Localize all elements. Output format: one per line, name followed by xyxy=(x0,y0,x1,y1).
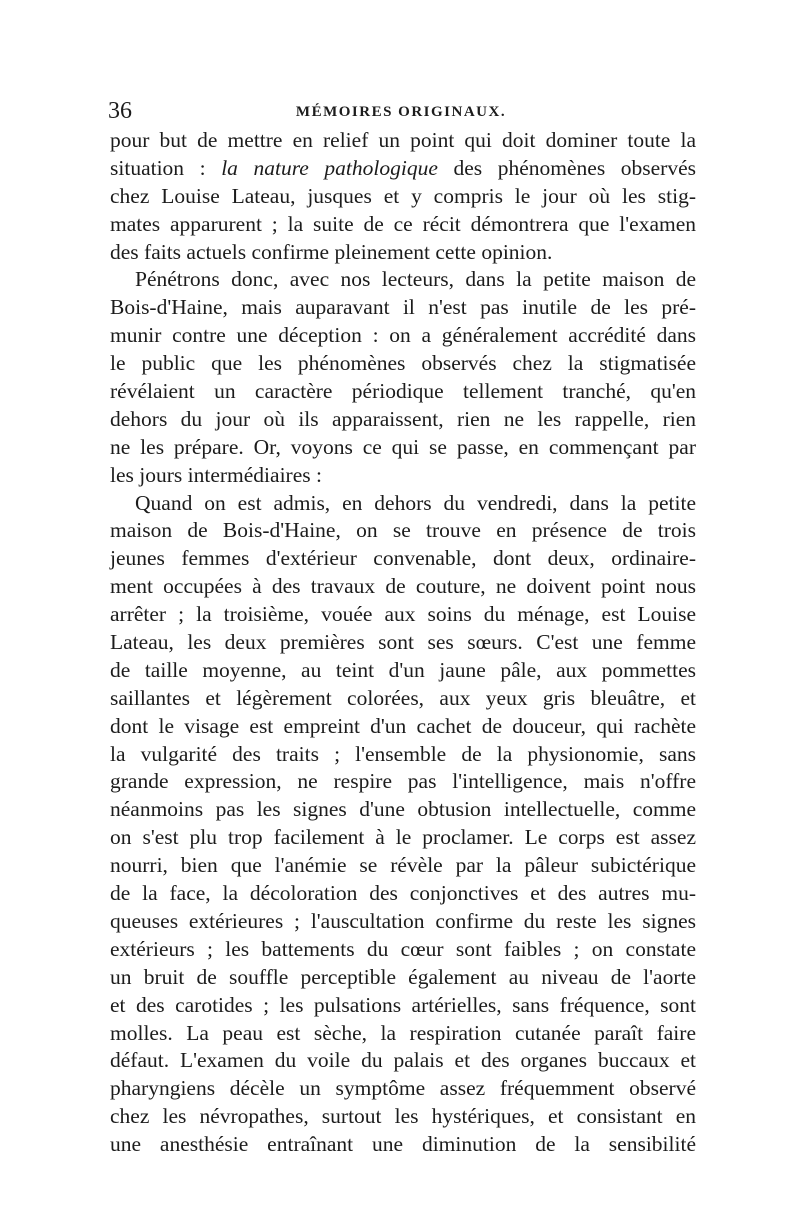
text-fragment: des phénomènes observés xyxy=(437,155,696,180)
text-line: extérieurs ; les battements du cœur sont faibles ; on constate xyxy=(110,936,696,961)
text-line: chez Louise Lateau, jusques et y compris le jour où les stig- xyxy=(110,183,696,208)
text-line: saillantes et légèrement colorées, aux yeux gris bleuâtre, et xyxy=(110,685,696,710)
text-line: Bois-d'Haine, mais auparavant il n'est pas inutile de les pré- xyxy=(110,295,696,320)
running-title: MÉMOIRES ORIGINAUX. xyxy=(295,104,507,120)
text-fragment: situation : xyxy=(110,155,222,180)
text-line: révélaient un caractère périodique tellement tranché, qu'en xyxy=(110,379,696,404)
text-line: pharyngiens décèle un symptôme assez fréquemment observé xyxy=(110,1076,696,1101)
text-line: un bruit de souffle perceptible également au niveau de l'aorte xyxy=(110,964,696,989)
text-line: arrêter ; la troisième, vouée aux soins du ménage, est Louise xyxy=(110,602,696,627)
text-line: une anesthésie entraînant une diminution de la sensibilité xyxy=(110,1132,696,1157)
text-line: mates apparurent ; la suite de ce récit démontrera que l'examen xyxy=(110,211,696,236)
text-line: nourri, bien que l'anémie se révèle par la pâleur subictérique xyxy=(110,853,696,878)
page-header xyxy=(108,96,694,126)
text-line: maison de Bois-d'Haine, on se trouve en présence de trois xyxy=(110,518,696,543)
text-line: défaut. L'examen du voile du palais et des organes buccaux et xyxy=(110,1048,696,1073)
text-line: queuses extérieures ; l'auscultation confirme du reste les signes xyxy=(110,908,696,933)
text-line xyxy=(110,155,696,183)
paragraph-end-line: des faits actuels confirme pleinement cette opinion. xyxy=(110,239,553,264)
text-line: jeunes femmes d'extérieur convenable, dont deux, ordinaire- xyxy=(110,546,696,571)
text-line: dont le visage est empreint d'un cachet de douceur, qui rachète xyxy=(110,713,696,738)
paragraph-first-line: Pénétrons donc, avec nos lecteurs, dans la petite maison de xyxy=(135,267,696,292)
text-line: ment occupées à des travaux de couture, ne doivent point nous xyxy=(110,574,696,599)
text-line: Lateau, les deux premières sont ses sœurs. C'est une femme xyxy=(110,630,696,655)
paragraph-first-line: Quand on est admis, en dehors du vendredi, dans la petite xyxy=(135,490,696,515)
text-line: molles. La peau est sèche, la respiration cutanée paraît faire xyxy=(110,1020,696,1045)
text-line: le public que les phénomènes observés chez la stigmatisée xyxy=(110,351,696,376)
text-line: pour but de mettre en relief un point qui doit dominer toute la xyxy=(110,128,696,152)
italic-phrase: la nature pathologique xyxy=(221,155,438,180)
body-text xyxy=(110,127,696,1159)
page-number: 36 xyxy=(108,98,132,124)
text-line: de taille moyenne, au teint d'un jaune pâle, aux pommettes xyxy=(110,657,696,682)
text-line: de la face, la décoloration des conjonctives et des autres mu- xyxy=(110,881,696,906)
text-line: et des carotides ; les pulsations artérielles, sans fréquence, sont xyxy=(110,992,696,1017)
text-line: ne les prépare. Or, voyons ce qui se passe, en commençant par xyxy=(110,434,696,459)
text-line: néanmoins pas les signes d'une obtusion intellectuelle, comme xyxy=(110,797,696,822)
text-line: chez les névropathes, surtout les hystériques, et consistant en xyxy=(110,1104,696,1129)
text-line: munir contre une déception : on a généralement accrédité dans xyxy=(110,323,696,348)
text-line: on s'est plu trop facilement à le proclamer. Le corps est assez xyxy=(110,825,696,850)
paragraph-end-line: les jours intermédiaires : xyxy=(110,462,322,487)
text-line: dehors du jour où ils apparaissent, rien ne les rappelle, rien xyxy=(110,406,696,431)
text-line: la vulgarité des traits ; l'ensemble de la physionomie, sans xyxy=(110,741,696,766)
text-line: grande expression, ne respire pas l'intelligence, mais n'offre xyxy=(110,769,696,794)
